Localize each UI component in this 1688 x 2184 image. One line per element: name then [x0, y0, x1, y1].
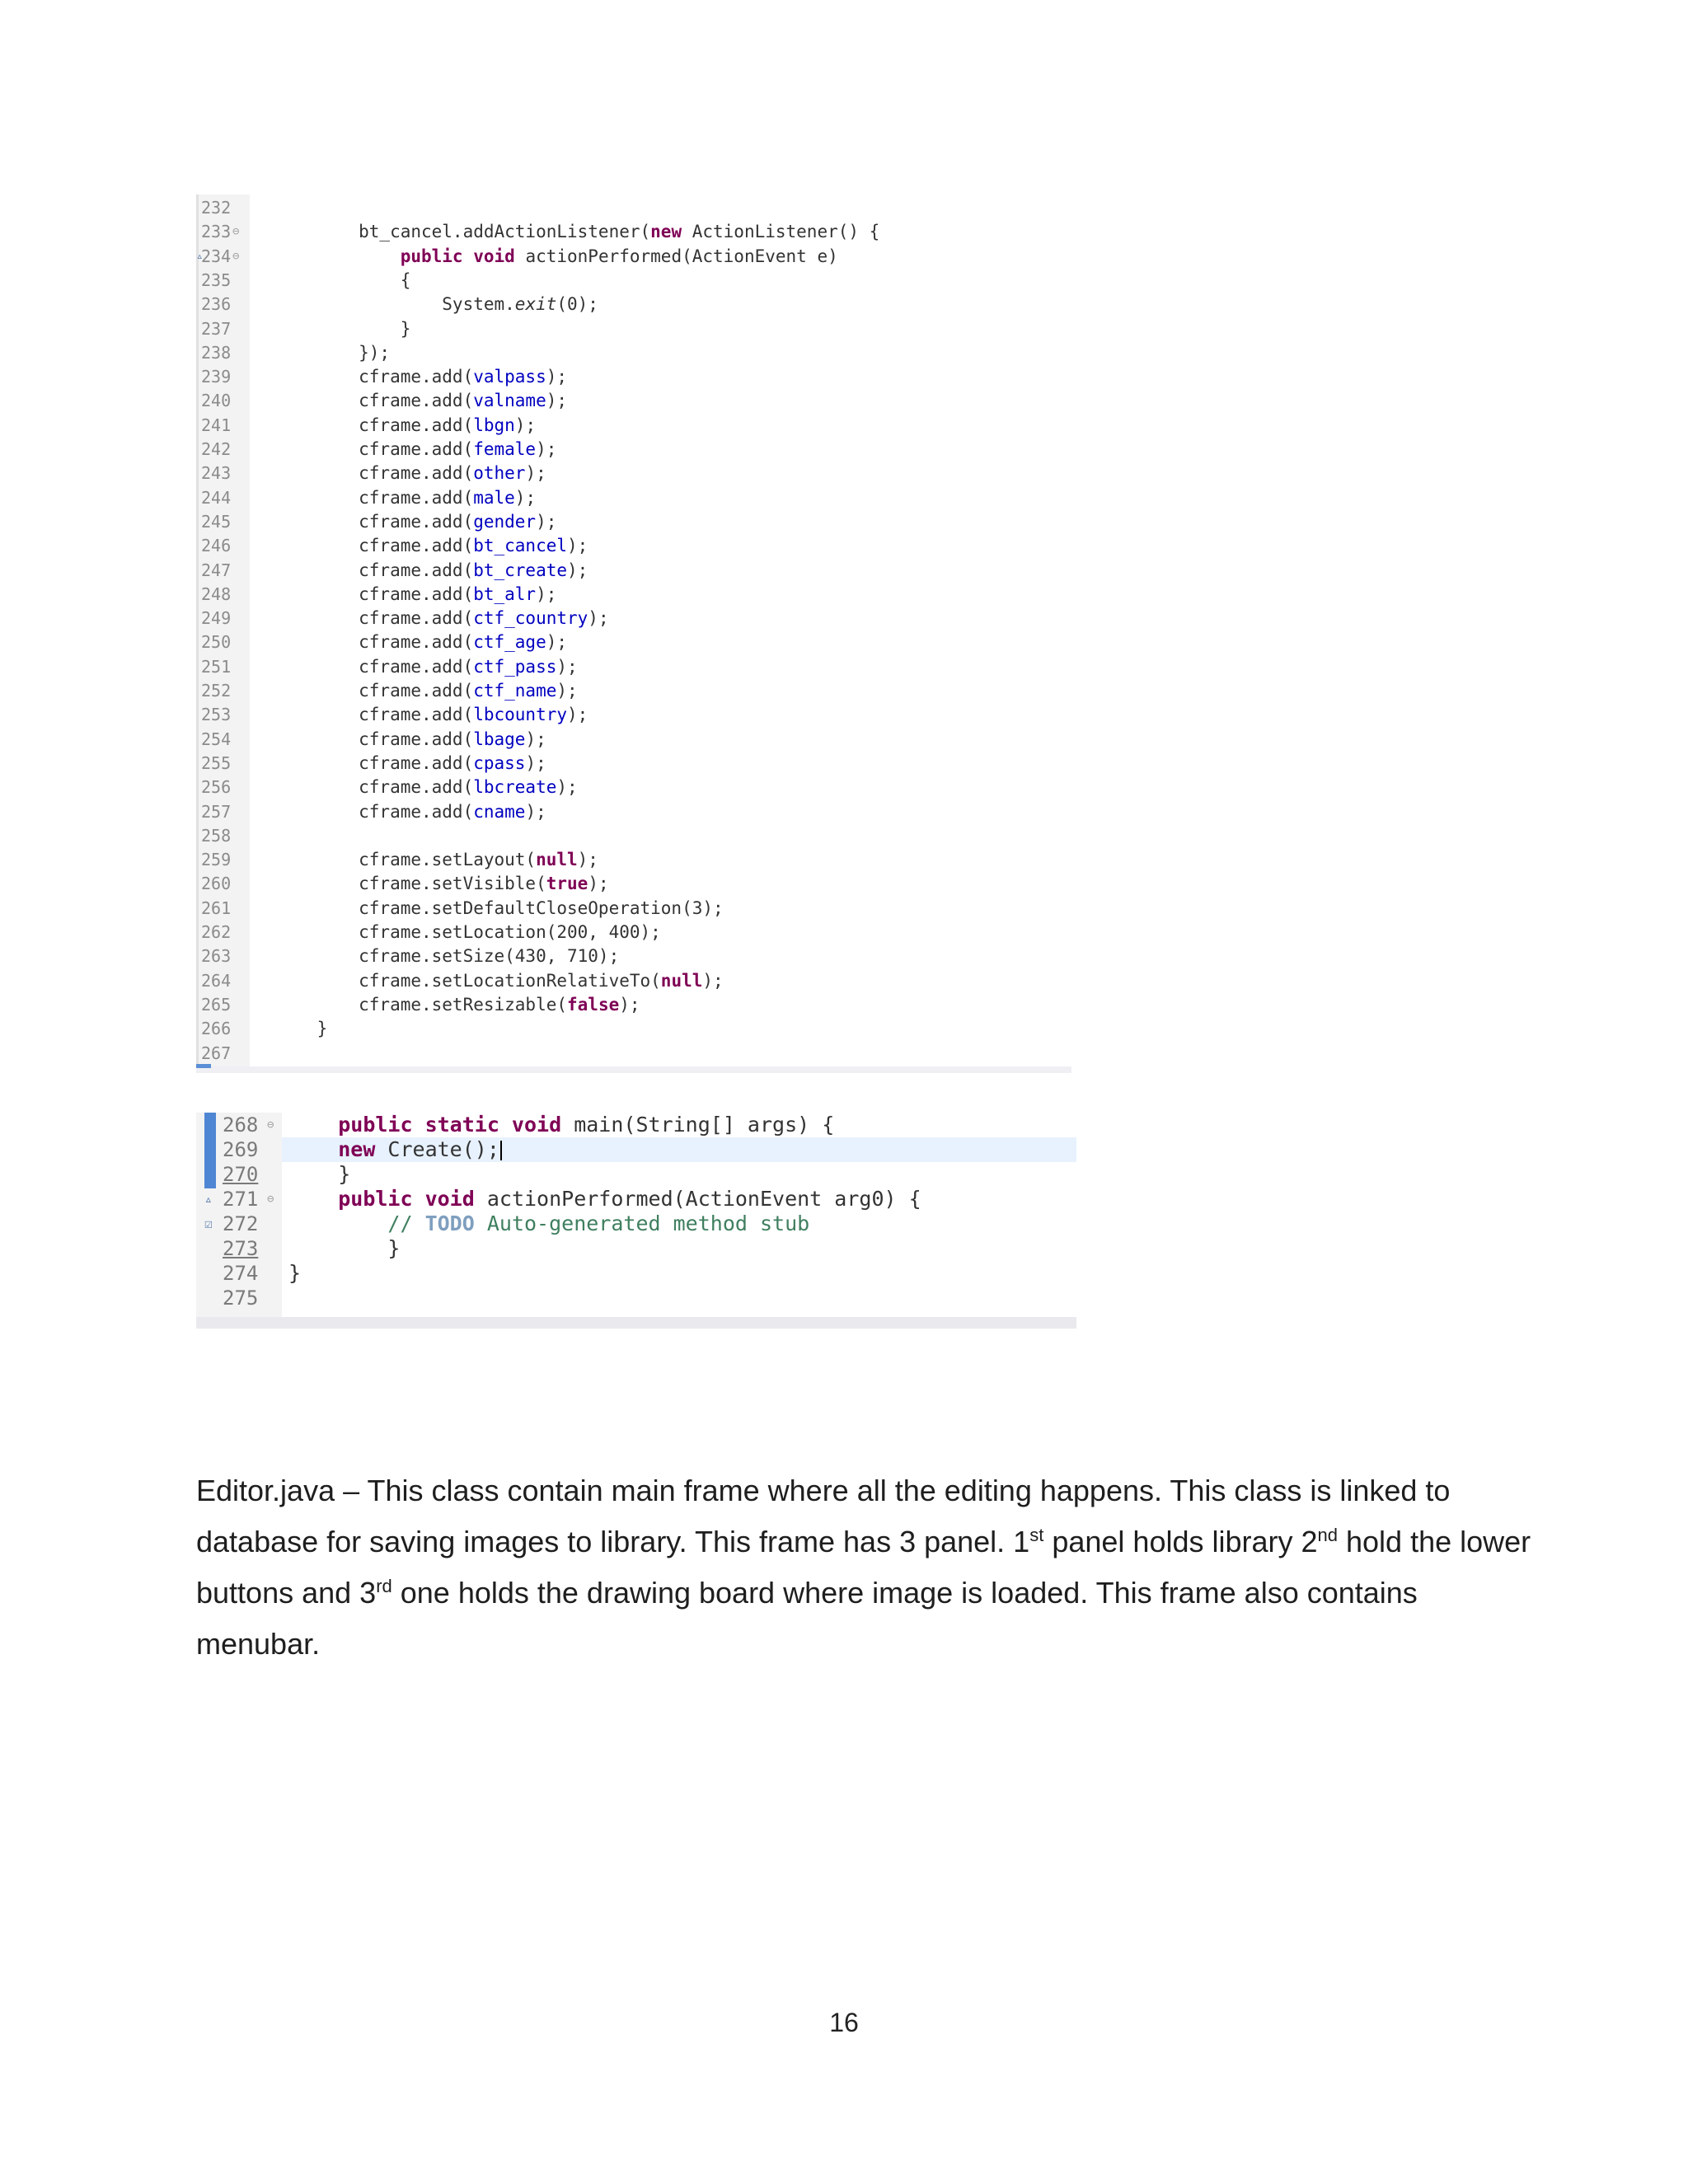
source-code[interactable]: });: [275, 342, 391, 363]
source-code[interactable]: cframe.add(bt_cancel);: [275, 536, 588, 556]
code-line: [196, 944, 1071, 968]
line-number: 256: [201, 777, 232, 798]
horizontal-scrollbar: [196, 1317, 1076, 1329]
source-code[interactable]: cframe.add(gender);: [275, 511, 557, 532]
paragraph-text-4: one holds the drawing board where image is loaded. This frame also contains menubar.: [196, 1576, 1418, 1661]
source-code[interactable]: cframe.add(lbcountry);: [275, 705, 588, 725]
code-line: [196, 752, 1071, 776]
code-line: [196, 1261, 1076, 1286]
source-code[interactable]: cframe.add(valpass);: [275, 367, 568, 387]
code-line: [196, 1017, 1071, 1041]
line-number: 266: [201, 1019, 232, 1039]
override-marker-icon: ☑: [204, 1216, 213, 1231]
superscript-rd: rd: [376, 1576, 392, 1596]
code-line: [196, 438, 1071, 462]
source-code[interactable]: }: [275, 1019, 328, 1039]
fold-toggle-icon[interactable]: ⊖: [267, 1193, 274, 1206]
source-code[interactable]: new Create();: [288, 1137, 502, 1162]
editor-bottom-edge: [196, 1066, 1071, 1073]
code-line: [196, 1113, 1076, 1137]
source-code[interactable]: cframe.add(lbgn);: [275, 415, 537, 435]
line-number: 257: [201, 801, 232, 822]
code-line: [196, 510, 1071, 534]
line-number: 267: [201, 1043, 232, 1063]
source-code[interactable]: cframe.setResizable(false);: [275, 994, 640, 1015]
line-number: 254: [201, 729, 232, 749]
line-number: 255: [201, 752, 232, 773]
line-number: 260: [201, 874, 232, 894]
source-code[interactable]: cframe.setLocation(200, 400);: [275, 922, 661, 942]
source-code[interactable]: cframe.setDefaultCloseOperation(3);: [275, 898, 724, 918]
line-number: 273: [223, 1237, 259, 1260]
source-code[interactable]: cframe.add(other);: [275, 463, 546, 484]
source-code[interactable]: cframe.add(ctf_age);: [275, 632, 568, 653]
code-line: [196, 269, 1071, 293]
source-code[interactable]: cframe.add(cpass);: [275, 752, 546, 773]
line-number: 248: [201, 583, 232, 604]
source-code[interactable]: cframe.add(valname);: [275, 391, 568, 411]
code-line: [196, 728, 1071, 752]
source-code[interactable]: public static void main(String[] args) {: [338, 1113, 835, 1137]
source-code[interactable]: cframe.setLocationRelativeTo(null);: [275, 970, 724, 991]
line-number: 262: [201, 922, 232, 942]
code-line: [196, 848, 1071, 872]
code-line: [196, 607, 1071, 630]
source-code[interactable]: }: [288, 1261, 302, 1285]
code-line: [196, 993, 1071, 1017]
source-code[interactable]: cframe.add(bt_alr);: [275, 583, 557, 604]
source-code[interactable]: cframe.add(male);: [275, 487, 537, 508]
line-number: 232: [201, 198, 232, 218]
source-code[interactable]: cframe.add(cname);: [275, 801, 546, 822]
code-line: [196, 1162, 1076, 1187]
gutter-marker: [196, 1064, 211, 1068]
line-number: 245: [201, 511, 232, 532]
superscript-st: st: [1029, 1525, 1044, 1545]
line-number: 274: [223, 1262, 259, 1285]
line-number: 259: [201, 850, 232, 870]
source-code[interactable]: public void actionPerformed(ActionEvent e): [400, 246, 838, 266]
source-code[interactable]: {: [275, 269, 411, 290]
source-code[interactable]: cframe.add(ctf_country);: [275, 608, 609, 629]
source-code[interactable]: // TODO Auto-generated method stub: [387, 1212, 810, 1235]
code-line: [196, 1236, 1076, 1261]
source-code[interactable]: cframe.add(ctf_name);: [275, 681, 578, 701]
source-code[interactable]: cframe.add(ctf_pass);: [275, 656, 578, 677]
fold-toggle-icon[interactable]: ⊖: [232, 225, 240, 239]
code-line: [196, 1042, 1071, 1066]
line-number: 252: [201, 681, 232, 701]
code-line: [196, 1212, 1076, 1236]
line-number: 243: [201, 463, 232, 484]
page-number: 16: [829, 2008, 859, 2037]
source-code[interactable]: cframe.add(lbcreate);: [275, 777, 578, 798]
override-marker-icon: ▵: [196, 249, 204, 263]
line-number: 233: [201, 222, 232, 242]
code-line: [196, 897, 1071, 921]
line-number: 249: [201, 608, 232, 629]
line-number: 271: [223, 1188, 259, 1211]
source-code[interactable]: bt_cancel.addActionListener(new ActionListener() {: [275, 222, 880, 242]
line-number: 250: [201, 632, 232, 653]
superscript-nd: nd: [1317, 1525, 1339, 1545]
source-code[interactable]: cframe.setLayout(null);: [275, 850, 598, 870]
line-number: 275: [223, 1286, 259, 1310]
line-number: 253: [201, 705, 232, 725]
code-line: [196, 703, 1071, 727]
line-number: 272: [223, 1212, 259, 1235]
line-number: 236: [201, 294, 232, 315]
line-number: 246: [201, 536, 232, 556]
code-line: [196, 921, 1071, 944]
source-code[interactable]: cframe.add(lbage);: [275, 729, 546, 749]
code-line: [196, 534, 1071, 558]
line-number: 235: [201, 269, 232, 290]
line-number: 234: [201, 246, 232, 266]
code-line: [196, 583, 1071, 607]
code-screenshot-1: [196, 194, 1071, 1073]
code-line: [196, 776, 1071, 799]
source-code[interactable]: cframe.add(bt_create);: [275, 560, 588, 580]
line-number: 270: [223, 1163, 259, 1186]
code-line: [196, 341, 1071, 365]
source-code[interactable]: }: [288, 1162, 351, 1186]
line-number: 244: [201, 487, 232, 508]
line-number: 238: [201, 342, 232, 363]
source-code[interactable]: }: [275, 318, 411, 339]
line-number: 251: [201, 656, 232, 677]
line-number: 261: [201, 898, 232, 918]
line-number: 241: [201, 415, 232, 435]
code-line: [196, 969, 1071, 993]
fold-toggle-icon[interactable]: ⊖: [232, 249, 240, 263]
code-line: [196, 486, 1071, 510]
code-line: [196, 220, 1071, 244]
code-line: [196, 872, 1071, 896]
line-number: 269: [223, 1138, 259, 1161]
code-line: [196, 389, 1071, 413]
code-line: [196, 655, 1071, 679]
code-line: [196, 800, 1071, 824]
code-line: [196, 293, 1071, 316]
code-line: [196, 824, 1071, 848]
source-code[interactable]: cframe.setVisible(true);: [275, 874, 609, 894]
code-line: [196, 245, 1071, 269]
paragraph-text-1: Editor.java – This class contain main frame where all the editing happens. This class is linked to database for saving images to library. This frame has 3 panel. 1: [196, 1474, 1451, 1558]
source-code[interactable]: cframe.setSize(430, 710);: [275, 946, 620, 967]
code-line: [196, 365, 1071, 389]
line-number: 263: [201, 946, 232, 967]
line-number: 264: [201, 970, 232, 991]
code-line: [196, 196, 1071, 220]
source-code[interactable]: }: [288, 1236, 401, 1260]
line-number: 258: [201, 825, 232, 846]
source-code[interactable]: cframe.add(female);: [275, 439, 557, 459]
code-line: [196, 462, 1071, 485]
line-number: 239: [201, 367, 232, 387]
fold-toggle-icon[interactable]: ⊖: [267, 1118, 274, 1132]
body-paragraph: [196, 1465, 1531, 1670]
code-line: [196, 1286, 1076, 1310]
text-caret: [500, 1141, 502, 1160]
code-line: [196, 1137, 1076, 1162]
code-line: [196, 1187, 1076, 1212]
source-code[interactable]: public void actionPerformed(ActionEvent arg0) {: [338, 1187, 921, 1211]
code-screenshot-2: [196, 1113, 1076, 1329]
override-marker-icon: ▵: [204, 1191, 213, 1207]
line-number: 240: [201, 391, 232, 411]
code-line: [196, 559, 1071, 583]
paragraph-text-2: panel holds library 2: [1043, 1525, 1318, 1558]
code-line: [196, 630, 1071, 654]
line-number: 247: [201, 560, 232, 580]
line-number: 237: [201, 318, 232, 339]
paragraph-text-3: hold the lower buttons and 3: [196, 1525, 1531, 1610]
line-number: 268: [223, 1113, 259, 1137]
code-line: [196, 414, 1071, 438]
source-code[interactable]: System.exit(0);: [275, 294, 598, 315]
code-line: [196, 679, 1071, 703]
line-number: 242: [201, 439, 232, 459]
line-number: 265: [201, 994, 232, 1015]
code-line: [196, 317, 1071, 341]
